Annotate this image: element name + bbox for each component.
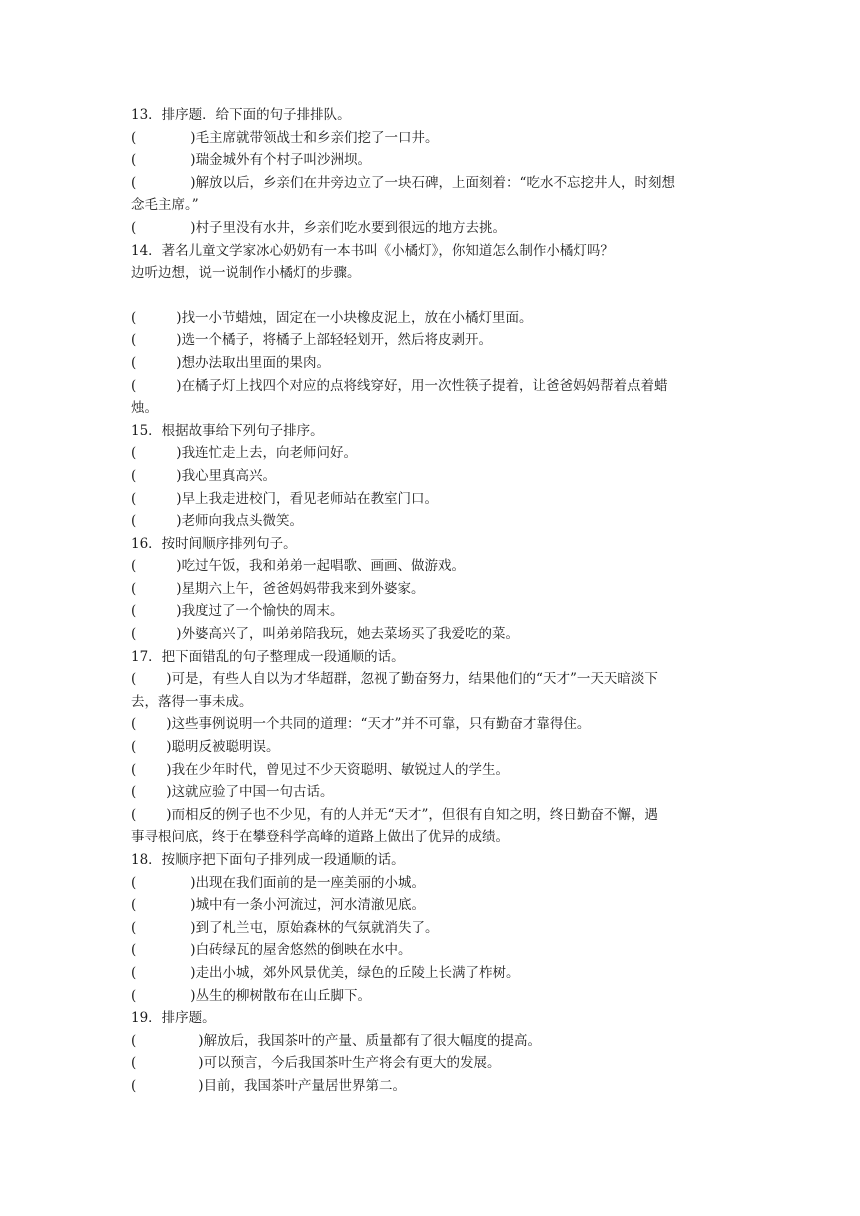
q13-item-1 <box>131 127 731 150</box>
paren-close: ) <box>176 490 182 507</box>
q18-item-2 <box>131 894 731 917</box>
paren-close: ) <box>176 603 182 620</box>
q18-item-2-text: 城中有一条小河流过，河水清澈见底。 <box>195 897 426 914</box>
q14-item-2 <box>131 329 731 352</box>
q18-item-6-text: 丛生的柳树散布在山丘脚下。 <box>195 987 372 1004</box>
q13-item-4-text: 村子里没有水井，乡亲们吃水要到很远的地方去挑。 <box>195 219 507 236</box>
q17-item-2-text: 这些事例说明一个共同的道理：“天才”并不可靠，只有勤奋才靠得住。 <box>171 716 591 733</box>
q14-item-3 <box>131 352 731 375</box>
worksheet-page <box>131 104 731 1098</box>
paren-close: ) <box>176 377 182 394</box>
paren-open: ( <box>131 964 137 981</box>
paren-close: ) <box>176 332 182 349</box>
q16-item-1 <box>131 555 731 578</box>
paren-open: ( <box>131 219 137 236</box>
paren-open: ( <box>131 761 137 778</box>
paren-close: ) <box>190 897 196 914</box>
paren-close: ) <box>166 761 172 778</box>
q16-item-1-text: 吃过午饭，我和弟弟一起唱歌、画画、做游戏。 <box>181 558 466 575</box>
paren-close: ) <box>176 626 182 643</box>
q15-item-1-text: 我连忙走上去，向老师问好。 <box>181 445 358 462</box>
q17-item-1 <box>131 668 731 691</box>
question-17-title: 17．把下面错乱的句子整理成一段通顺的话。 <box>131 648 405 665</box>
paren-open: ( <box>131 377 137 394</box>
q14-item-3-text: 想办法取出里面的果肉。 <box>181 354 331 371</box>
q15-item-2 <box>131 465 731 488</box>
q17-item-6-cont: 事寻根问底，终于在攀登科学高峰的道路上做出了优异的成绩。 <box>131 829 509 846</box>
paren-close: ) <box>190 129 196 146</box>
question-14-title: 14．著名儿童文学家冰心奶奶有一本书叫《小橘灯》，你知道怎么制作小橘灯吗？ <box>131 242 614 259</box>
paren-close: ) <box>198 1055 204 1072</box>
paren-open: ( <box>131 671 137 688</box>
q19-item-2 <box>131 1052 731 1075</box>
q16-item-3-text: 我度过了一个愉快的周末。 <box>181 603 344 620</box>
q18-item-3 <box>131 917 731 940</box>
paren-open: ( <box>131 558 137 575</box>
q18-item-5 <box>131 962 731 985</box>
paren-open: ( <box>131 919 137 936</box>
paren-close: ) <box>198 1032 204 1049</box>
q15-item-3-text: 早上我走进校门，看见老师站在教室门口。 <box>181 490 439 507</box>
paren-close: ) <box>176 467 182 484</box>
q18-item-5-text: 走出小城，郊外风景优美，绿色的丘陵上长满了柞树。 <box>195 964 520 981</box>
q17-item-4-text: 我在少年时代，曾见过不少天资聪明、敏锐过人的学生。 <box>171 761 510 778</box>
q17-item-1-cont: 去，落得一事未成。 <box>131 693 253 710</box>
q17-item-5-text: 这就应验了中国一句古话。 <box>171 784 334 801</box>
question-13-title: 13．排序题．给下面的句子排排队。 <box>131 107 351 123</box>
paren-open: ( <box>131 513 137 530</box>
question-15-title: 15．根据故事给下列句子排序。 <box>131 422 324 439</box>
q18-item-6 <box>131 985 731 1008</box>
paren-close: ) <box>190 874 196 891</box>
paren-open: ( <box>131 490 137 507</box>
paren-close: ) <box>190 152 196 169</box>
q14-item-1-text: 找一小节蜡烛，固定在一小块橡皮泥上，放在小橘灯里面。 <box>181 309 533 326</box>
q16-item-2-text: 星期六上午，爸爸妈妈带我来到外婆家。 <box>181 580 425 597</box>
paren-close: ) <box>190 964 196 981</box>
q14-item-4-text: 在橘子灯上找四个对应的点将线穿好，用一次性筷子提着，让爸爸妈妈帮着点着蜡 <box>181 377 668 394</box>
q16-item-4 <box>131 623 731 646</box>
q17-item-3 <box>131 736 731 759</box>
q18-item-3-text: 到了札兰屯，原始森林的气氛就消失了。 <box>195 919 439 936</box>
q19-item-1 <box>131 1030 731 1053</box>
q14-item-4-cont: 烛。 <box>131 400 158 417</box>
paren-close: ) <box>176 445 182 462</box>
paren-open: ( <box>131 987 137 1004</box>
paren-open: ( <box>131 626 137 643</box>
paren-close: ) <box>190 987 196 1004</box>
paren-close: ) <box>166 739 172 756</box>
paren-open: ( <box>131 942 137 959</box>
paren-close: ) <box>176 513 182 530</box>
q16-item-2 <box>131 578 731 601</box>
paren-close: ) <box>166 716 172 733</box>
question-14-subtitle: 边听边想，说一说制作小橘灯的步骤。 <box>131 265 361 282</box>
q17-item-6 <box>131 804 731 827</box>
paren-close: ) <box>176 580 182 597</box>
q18-item-4-text: 白砖绿瓦的屋舍悠然的倒映在水中。 <box>195 942 412 959</box>
q15-item-4 <box>131 510 731 533</box>
q17-item-4 <box>131 759 731 782</box>
paren-close: ) <box>198 1077 204 1094</box>
question-18-title: 18．按顺序把下面句子排列成一段通顺的话。 <box>131 852 405 868</box>
spacer <box>131 285 731 307</box>
paren-close: ) <box>166 671 172 688</box>
q14-item-2-text: 选一个橘子，将橘子上部轻轻划开，然后将皮剥开。 <box>181 332 493 349</box>
q13-item-4 <box>131 217 731 240</box>
q16-item-4-text: 外婆高兴了，叫弟弟陪我玩，她去菜场买了我爱吃的菜。 <box>181 626 520 643</box>
q15-item-1 <box>131 442 731 465</box>
q19-item-3-text: 目前，我国茶叶产量居世界第二。 <box>203 1077 407 1094</box>
q19-item-3 <box>131 1075 731 1098</box>
q13-item-2 <box>131 149 731 172</box>
paren-open: ( <box>131 897 137 914</box>
paren-open: ( <box>131 603 137 620</box>
paren-close: ) <box>190 942 196 959</box>
paren-open: ( <box>131 445 137 462</box>
q17-item-1-text: 可是，有些人自以为才华超群，忽视了勤奋努力，结果他们的“天才”一天天暗淡下 <box>171 671 658 688</box>
q19-item-1-text: 解放后，我国茶叶的产量、质量都有了很大幅度的提高。 <box>203 1032 542 1049</box>
question-16-title: 16．按时间顺序排列句子。 <box>131 535 297 552</box>
paren-close: ) <box>176 354 182 371</box>
q17-item-5 <box>131 781 731 804</box>
paren-close: ) <box>190 919 196 936</box>
q15-item-3 <box>131 488 731 511</box>
q18-item-1 <box>131 872 731 895</box>
q14-item-1 <box>131 307 731 330</box>
paren-open: ( <box>131 152 137 169</box>
paren-close: ) <box>166 806 172 823</box>
paren-close: ) <box>176 558 182 575</box>
q15-item-2-text: 我心里真高兴。 <box>181 467 277 484</box>
paren-open: ( <box>131 129 137 146</box>
q17-item-3-text: 聪明反被聪明误。 <box>171 739 280 756</box>
q16-item-3 <box>131 600 731 623</box>
q18-item-4 <box>131 939 731 962</box>
q14-item-4 <box>131 375 731 398</box>
q17-item-2 <box>131 713 731 736</box>
paren-close: ) <box>190 219 196 236</box>
paren-open: ( <box>131 1077 137 1094</box>
q19-item-2-text: 可以预言，今后我国茶叶生产将会有更大的发展。 <box>203 1055 501 1072</box>
paren-open: ( <box>131 1032 137 1049</box>
q13-item-3-text: 解放以后，乡亲们在井旁边立了一块石碑，上面刻着：“吃水不忘挖井人，时刻想 <box>195 174 675 191</box>
paren-open: ( <box>131 1055 137 1072</box>
q13-item-2-text: 瑞金城外有个村子叫沙洲坝。 <box>195 152 372 169</box>
paren-close: ) <box>166 784 172 801</box>
paren-open: ( <box>131 354 137 371</box>
q13-item-3-cont: 念毛主席。” <box>131 197 199 214</box>
paren-open: ( <box>131 716 137 733</box>
paren-open: ( <box>131 784 137 801</box>
q18-item-1-text: 出现在我们面前的是一座美丽的小城。 <box>195 874 426 891</box>
paren-open: ( <box>131 806 137 823</box>
paren-open: ( <box>131 874 137 891</box>
q15-item-4-text: 老师向我点头微笑。 <box>181 513 304 530</box>
paren-close: ) <box>190 174 196 191</box>
paren-open: ( <box>131 739 137 756</box>
paren-open: ( <box>131 174 137 191</box>
q13-item-3 <box>131 172 731 195</box>
paren-open: ( <box>131 580 137 597</box>
q13-item-1-text: 毛主席就带领战士和乡亲们挖了一口井。 <box>195 129 439 146</box>
paren-open: ( <box>131 467 137 484</box>
paren-open: ( <box>131 309 137 326</box>
paren-open: ( <box>131 332 137 349</box>
q17-item-6-text: 而相反的例子也不少见，有的人并无“天才”，但很有自知之明，终日勤奋不懈，遇 <box>171 806 658 823</box>
paren-close: ) <box>176 309 182 326</box>
question-19-title: 19．排序题。 <box>131 1010 216 1027</box>
